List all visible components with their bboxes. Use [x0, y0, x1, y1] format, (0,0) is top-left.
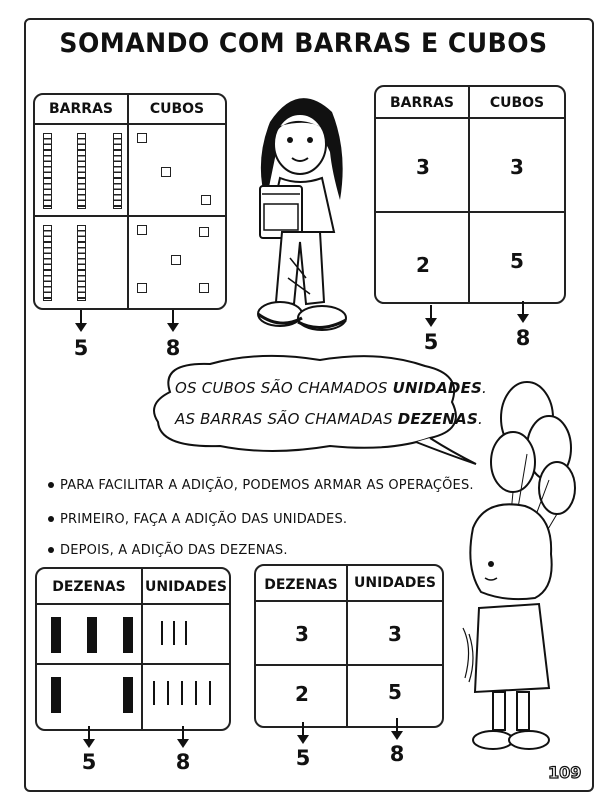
tens-row-2 [37, 665, 141, 727]
table-divider [256, 600, 442, 602]
unit-mark-icon [173, 621, 175, 645]
bars-row-1 [35, 125, 127, 215]
instruction-line: PRIMEIRO, FAÇA A ADIÇÃO DAS UNIDADES. [48, 512, 347, 527]
unit-cube-icon [201, 195, 211, 205]
unit-cube-icon [137, 133, 147, 143]
header-dezenas: DEZENAS [52, 579, 126, 595]
bubble-keyword-dezenas: DEZENAS [397, 410, 478, 428]
cell-value: 3 [416, 155, 430, 179]
table-divider [256, 664, 442, 666]
bars-cubes-picture-table [33, 93, 227, 310]
unit-cube-icon [137, 283, 147, 293]
ten-rod-icon [77, 133, 86, 209]
unit-cube-icon [171, 255, 181, 265]
result-unidades: 8 [175, 750, 191, 774]
ten-rod-icon [43, 133, 52, 209]
header-unidades: UNIDADES [353, 575, 437, 591]
arrow-down-icon [296, 722, 310, 744]
girl-with-balloons-icon [455, 378, 580, 760]
result-barras: 5 [73, 336, 89, 360]
tens-units-number-table [254, 564, 444, 728]
unit-mark-icon [153, 681, 155, 705]
instruction-line: PARA FACILITAR A ADIÇÃO, PODEMOS ARMAR AS OPERAÇÕES. [48, 478, 474, 493]
cell-value: 2 [295, 682, 309, 706]
cell-value: 3 [295, 622, 309, 646]
bubble-text: . [477, 410, 483, 428]
unit-mark-icon [209, 681, 211, 705]
arrow-down-icon [516, 301, 530, 323]
header-barras: BARRAS [390, 95, 454, 111]
unit-mark-icon [167, 681, 169, 705]
cell-value: 3 [510, 155, 524, 179]
units-row-1 [143, 605, 229, 663]
cubes-row-1 [129, 125, 225, 215]
table-divider [468, 87, 470, 302]
arrow-down-icon [176, 726, 190, 748]
cell-value: 3 [388, 622, 402, 646]
bubble-keyword-unidades: UNIDADES [392, 379, 483, 397]
tens-row-1 [37, 605, 141, 663]
cell-value: 5 [388, 680, 402, 704]
unit-cube-icon [199, 283, 209, 293]
girl-with-books-icon [240, 82, 360, 342]
unit-mark-icon [181, 681, 183, 705]
ten-bar-icon [123, 677, 133, 713]
result-dezenas: 5 [295, 746, 311, 770]
ten-bar-icon [87, 617, 97, 653]
page-number: 109 [548, 763, 582, 782]
page-title: SOMANDO COM BARRAS E CUBOS [59, 28, 548, 59]
table-divider [376, 211, 564, 213]
result-cubos: 8 [515, 326, 531, 350]
instruction-line: DEPOIS, A ADIÇÃO DAS DEZENAS. [48, 543, 288, 558]
arrow-down-icon [424, 305, 438, 327]
unit-cube-icon [199, 227, 209, 237]
bubble-line-1 [175, 379, 487, 397]
arrow-down-icon [74, 310, 88, 332]
ten-rod-icon [113, 133, 122, 209]
bubble-line-2 [175, 410, 483, 428]
unit-cube-icon [137, 225, 147, 235]
unit-mark-icon [161, 621, 163, 645]
ten-rod-icon [77, 225, 86, 301]
header-dezenas: DEZENAS [264, 577, 338, 593]
ten-bar-icon [51, 617, 61, 653]
header-barras: BARRAS [49, 101, 113, 117]
bars-row-2 [35, 217, 127, 307]
cell-value: 2 [416, 253, 430, 277]
table-divider [376, 117, 564, 119]
header-cubos: CUBOS [489, 95, 545, 111]
cubes-row-2 [129, 217, 225, 307]
arrow-down-icon [166, 310, 180, 332]
arrow-down-icon [390, 718, 404, 740]
cell-value: 5 [510, 249, 524, 273]
header-unidades: UNIDADES [144, 579, 228, 595]
arrow-down-icon [82, 726, 96, 748]
bars-cubes-number-table [374, 85, 566, 304]
bubble-text: OS CUBOS SÃO CHAMADOS [175, 379, 393, 397]
result-dezenas: 5 [81, 750, 97, 774]
result-cubos: 8 [165, 336, 181, 360]
tens-units-picture-table [35, 567, 231, 731]
unit-mark-icon [185, 621, 187, 645]
result-unidades: 8 [389, 742, 405, 766]
bubble-text: . [482, 379, 488, 397]
ten-bar-icon [123, 617, 133, 653]
unit-mark-icon [195, 681, 197, 705]
ten-bar-icon [51, 677, 61, 713]
result-barras: 5 [423, 330, 439, 354]
bubble-text: AS BARRAS SÃO CHAMADAS [175, 410, 398, 428]
units-row-2 [143, 665, 229, 727]
ten-rod-icon [43, 225, 52, 301]
unit-cube-icon [161, 167, 171, 177]
header-cubos: CUBOS [149, 101, 205, 117]
